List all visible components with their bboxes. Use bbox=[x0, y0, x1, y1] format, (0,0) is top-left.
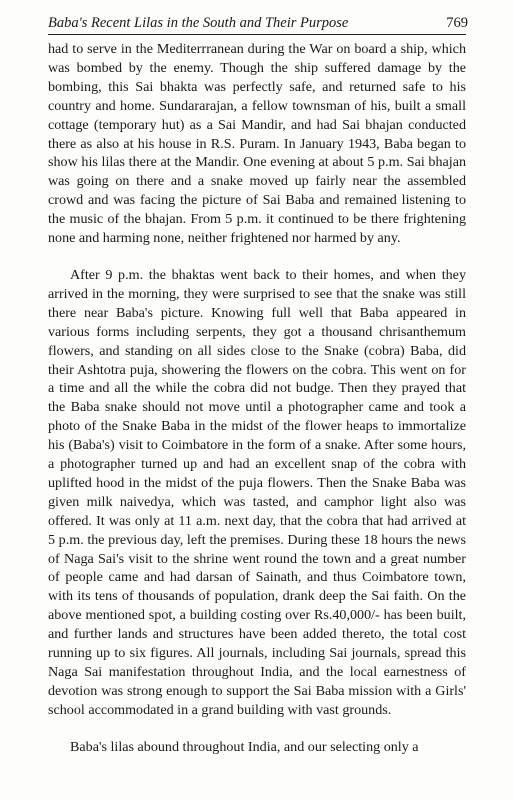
body-text bbox=[48, 40, 466, 757]
paragraph-continued: had to serve in the Mediterrranean during the War on board a ship, which was bombed by the enemy. Though the ship suffered damage by the bombing, this Sai bhakta was perfectly safe, and returned safe to his country and home. Sundararajan, a fellow townsman of his, built a small cottage (temporary hut) as a Sai Mandir, and had Sai bhajan conducted there as also at his house in R.S. Puram. In January 1943, Baba began to show his lilas there at the Mandir. One evening at about 5 p.m. Sai bhajan was going on there and a snake moved up fairly near the assembled crowd and was facing the picture of Sai Baba and remained listening to the music of the bhajan. From 5 p.m. it continued to be there frightening none and harming none, neither frightened nor harmed by any. bbox=[48, 41, 466, 247]
paragraph: Baba's lilas abound throughout India, and our selecting only a bbox=[70, 738, 419, 755]
page-number: 769 bbox=[446, 15, 468, 31]
paragraph: After 9 p.m. the bhaktas went back to their homes, and when they arrived in the morning, they were surprised to see that the snake was still there near Baba's picture. Knowing full well that Baba appeared in various forms including serpents, they got a thousand chrisanthemum flowers, and standing on all sides close to the Snake (cobra) Baba, did their Ashtotra puja, showering the flowers on the cobra. This went on for a time and all the while the cobra did not budge. Then they prayed that the Baba snake should not move until a photographer came and took a photo of the Snake Baba in the midst of the flower heaps to immortalize his (Baba's) visit to Coimbatore in the form of a snake. After some hours, a photographer turned up and had an excellent snap of the cobra with uplifted hood in the midst of the puja flowers. Then the Snake Baba was given milk naivedya, which was tasted, and camphor light also was offered. It was only at 11 a.m. next day, that the cobra that had arrived at 5 p.m. the previous day, left the premises. During these 18 hours the news of Naga Sai's visit to the shrine went round the town and a great number of people came and had darsan of Sainath, and thus Coimbatore town, with its tens of thousands of population, drank deep the Sai faith. On the above mentioned spot, a building costing over Rs.40,000/- has been built, and further lands and structures have been added thereto, the total cost running up to six figures. All journals, including Sai journals, spread this Naga Sai manifestation throughout India, and the local earnestness of devotion was strong enough to support the Sai Baba mission with a Girls' school accommodated in a grand building with vast grounds. bbox=[48, 266, 466, 718]
running-title: Baba's Recent Lilas in the South and Their Purpose bbox=[48, 15, 349, 31]
running-header bbox=[48, 14, 468, 32]
header-rule bbox=[48, 34, 466, 35]
